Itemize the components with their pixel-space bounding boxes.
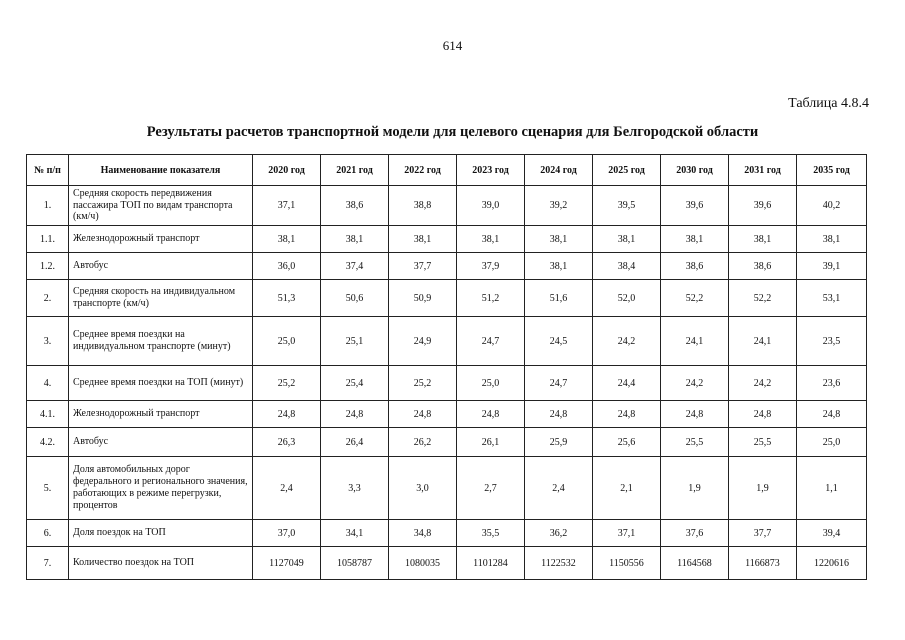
indicator-value: 1127049 — [253, 547, 321, 580]
indicator-value: 1,9 — [661, 457, 729, 520]
indicator-value: 3,3 — [321, 457, 389, 520]
indicator-value: 24,8 — [661, 401, 729, 428]
header-year: 2020 год — [253, 155, 321, 186]
table-row — [27, 520, 867, 547]
indicator-value: 40,2 — [797, 186, 867, 226]
indicator-value: 25,1 — [321, 317, 389, 366]
table-row — [27, 366, 867, 401]
header-year: 2024 год — [525, 155, 593, 186]
indicator-value: 38,1 — [457, 226, 525, 253]
indicator-value: 38,1 — [253, 226, 321, 253]
header-year: 2023 год — [457, 155, 525, 186]
indicator-value: 37,0 — [253, 520, 321, 547]
indicator-name: Среднее время поездки на ТОП (минут) — [69, 366, 253, 401]
indicator-name: Количество поездок на ТОП — [69, 547, 253, 580]
table-row — [27, 226, 867, 253]
indicator-value: 24,8 — [253, 401, 321, 428]
indicator-value: 39,1 — [797, 253, 867, 280]
indicator-value: 25,0 — [797, 428, 867, 457]
indicator-value: 24,8 — [593, 401, 661, 428]
row-number: 2. — [27, 280, 69, 317]
indicator-value: 39,6 — [661, 186, 729, 226]
table-row — [27, 317, 867, 366]
indicator-value: 25,4 — [321, 366, 389, 401]
indicator-value: 38,6 — [321, 186, 389, 226]
indicator-name: Автобус — [69, 253, 253, 280]
indicator-value: 2,4 — [253, 457, 321, 520]
indicator-value: 36,0 — [253, 253, 321, 280]
indicator-value: 50,9 — [389, 280, 457, 317]
indicator-value: 26,1 — [457, 428, 525, 457]
indicator-value: 37,4 — [321, 253, 389, 280]
indicator-name: Средняя скорость на индивидуальном транспорте (км/ч) — [69, 280, 253, 317]
indicator-value: 2,7 — [457, 457, 525, 520]
indicator-value: 51,2 — [457, 280, 525, 317]
indicator-value: 1164568 — [661, 547, 729, 580]
indicator-value: 38,1 — [729, 226, 797, 253]
indicator-value: 38,1 — [797, 226, 867, 253]
table-label: Таблица 4.8.4 — [788, 96, 869, 111]
indicator-name: Железнодорожный транспорт — [69, 226, 253, 253]
indicator-value: 38,1 — [525, 226, 593, 253]
indicator-value: 38,1 — [661, 226, 729, 253]
indicator-name: Железнодорожный транспорт — [69, 401, 253, 428]
indicator-name: Среднее время поездки на индивидуальном транспорте (минут) — [69, 317, 253, 366]
indicator-value: 37,6 — [661, 520, 729, 547]
indicator-value: 25,5 — [729, 428, 797, 457]
results-table — [26, 154, 867, 580]
indicator-value: 39,2 — [525, 186, 593, 226]
table-row — [27, 428, 867, 457]
indicator-name: Средняя скорость передвижения пассажира ТОП по видам транспорта (км/ч) — [69, 186, 253, 226]
indicator-value: 39,5 — [593, 186, 661, 226]
indicator-value: 25,0 — [457, 366, 525, 401]
indicator-value: 24,7 — [525, 366, 593, 401]
indicator-value: 24,8 — [797, 401, 867, 428]
indicator-value: 26,3 — [253, 428, 321, 457]
page-number: 614 — [442, 38, 463, 53]
indicator-value: 24,2 — [593, 317, 661, 366]
indicator-value: 37,7 — [389, 253, 457, 280]
indicator-value: 1101284 — [457, 547, 525, 580]
row-number: 4.1. — [27, 401, 69, 428]
indicator-value: 37,1 — [253, 186, 321, 226]
indicator-value: 24,2 — [729, 366, 797, 401]
indicator-value: 38,1 — [321, 226, 389, 253]
indicator-value: 24,1 — [661, 317, 729, 366]
indicator-value: 24,8 — [389, 401, 457, 428]
indicator-value: 53,1 — [797, 280, 867, 317]
indicator-value: 50,6 — [321, 280, 389, 317]
row-number: 7. — [27, 547, 69, 580]
indicator-value: 25,2 — [389, 366, 457, 401]
indicator-value: 25,2 — [253, 366, 321, 401]
indicator-value: 1150556 — [593, 547, 661, 580]
indicator-value: 26,4 — [321, 428, 389, 457]
indicator-value: 39,6 — [729, 186, 797, 226]
indicator-value: 52,2 — [729, 280, 797, 317]
indicator-value: 38,1 — [525, 253, 593, 280]
indicator-value: 38,6 — [729, 253, 797, 280]
indicator-value: 52,2 — [661, 280, 729, 317]
header-num: № п/п — [27, 155, 69, 186]
indicator-value: 37,9 — [457, 253, 525, 280]
indicator-value: 2,1 — [593, 457, 661, 520]
indicator-value: 25,0 — [253, 317, 321, 366]
indicator-value: 38,8 — [389, 186, 457, 226]
indicator-value: 39,0 — [457, 186, 525, 226]
indicator-value: 24,5 — [525, 317, 593, 366]
indicator-value: 38,6 — [661, 253, 729, 280]
indicator-value: 3,0 — [389, 457, 457, 520]
indicator-value: 34,8 — [389, 520, 457, 547]
header-name: Наименование показателя — [69, 155, 253, 186]
indicator-value: 24,9 — [389, 317, 457, 366]
indicator-value: 1122532 — [525, 547, 593, 580]
indicator-value: 1080035 — [389, 547, 457, 580]
indicator-value: 24,8 — [457, 401, 525, 428]
indicator-value: 51,6 — [525, 280, 593, 317]
indicator-value: 25,6 — [593, 428, 661, 457]
table-row — [27, 457, 867, 520]
table-row — [27, 186, 867, 226]
table-row — [27, 280, 867, 317]
indicator-value: 1,9 — [729, 457, 797, 520]
indicator-value: 24,1 — [729, 317, 797, 366]
row-number: 5. — [27, 457, 69, 520]
indicator-value: 1166873 — [729, 547, 797, 580]
indicator-value: 24,8 — [525, 401, 593, 428]
indicator-value: 26,2 — [389, 428, 457, 457]
indicator-value: 52,0 — [593, 280, 661, 317]
indicator-value: 25,9 — [525, 428, 593, 457]
header-year: 2035 год — [797, 155, 867, 186]
indicator-value: 24,7 — [457, 317, 525, 366]
indicator-value: 38,4 — [593, 253, 661, 280]
table-row — [27, 253, 867, 280]
indicator-value: 2,4 — [525, 457, 593, 520]
table-title: Результаты расчетов транспортной модели для целевого сценария для Белгородской области — [146, 124, 759, 140]
indicator-value: 1058787 — [321, 547, 389, 580]
indicator-value: 24,8 — [321, 401, 389, 428]
indicator-value: 38,1 — [389, 226, 457, 253]
row-number: 1.1. — [27, 226, 69, 253]
indicator-value: 24,4 — [593, 366, 661, 401]
header-year: 2025 год — [593, 155, 661, 186]
indicator-value: 37,1 — [593, 520, 661, 547]
row-number: 6. — [27, 520, 69, 547]
header-year: 2021 год — [321, 155, 389, 186]
indicator-name: Доля автомобильных дорог федерального и регионального значения, работающих в режиме перегрузки, процентов — [69, 457, 253, 520]
table-row — [27, 401, 867, 428]
indicator-value: 39,4 — [797, 520, 867, 547]
row-number: 4.2. — [27, 428, 69, 457]
indicator-value: 38,1 — [593, 226, 661, 253]
indicator-value: 23,6 — [797, 366, 867, 401]
indicator-value: 23,5 — [797, 317, 867, 366]
indicator-value: 51,3 — [253, 280, 321, 317]
table-row — [27, 547, 867, 580]
row-number: 3. — [27, 317, 69, 366]
header-row — [27, 155, 867, 186]
indicator-value: 36,2 — [525, 520, 593, 547]
row-number: 1. — [27, 186, 69, 226]
indicator-value: 25,5 — [661, 428, 729, 457]
header-year: 2030 год — [661, 155, 729, 186]
indicator-name: Доля поездок на ТОП — [69, 520, 253, 547]
indicator-name: Автобус — [69, 428, 253, 457]
row-number: 4. — [27, 366, 69, 401]
row-number: 1.2. — [27, 253, 69, 280]
indicator-value: 24,2 — [661, 366, 729, 401]
header-year: 2031 год — [729, 155, 797, 186]
indicator-value: 37,7 — [729, 520, 797, 547]
indicator-value: 1220616 — [797, 547, 867, 580]
indicator-value: 24,8 — [729, 401, 797, 428]
indicator-value: 34,1 — [321, 520, 389, 547]
indicator-value: 35,5 — [457, 520, 525, 547]
header-year: 2022 год — [389, 155, 457, 186]
indicator-value: 1,1 — [797, 457, 867, 520]
